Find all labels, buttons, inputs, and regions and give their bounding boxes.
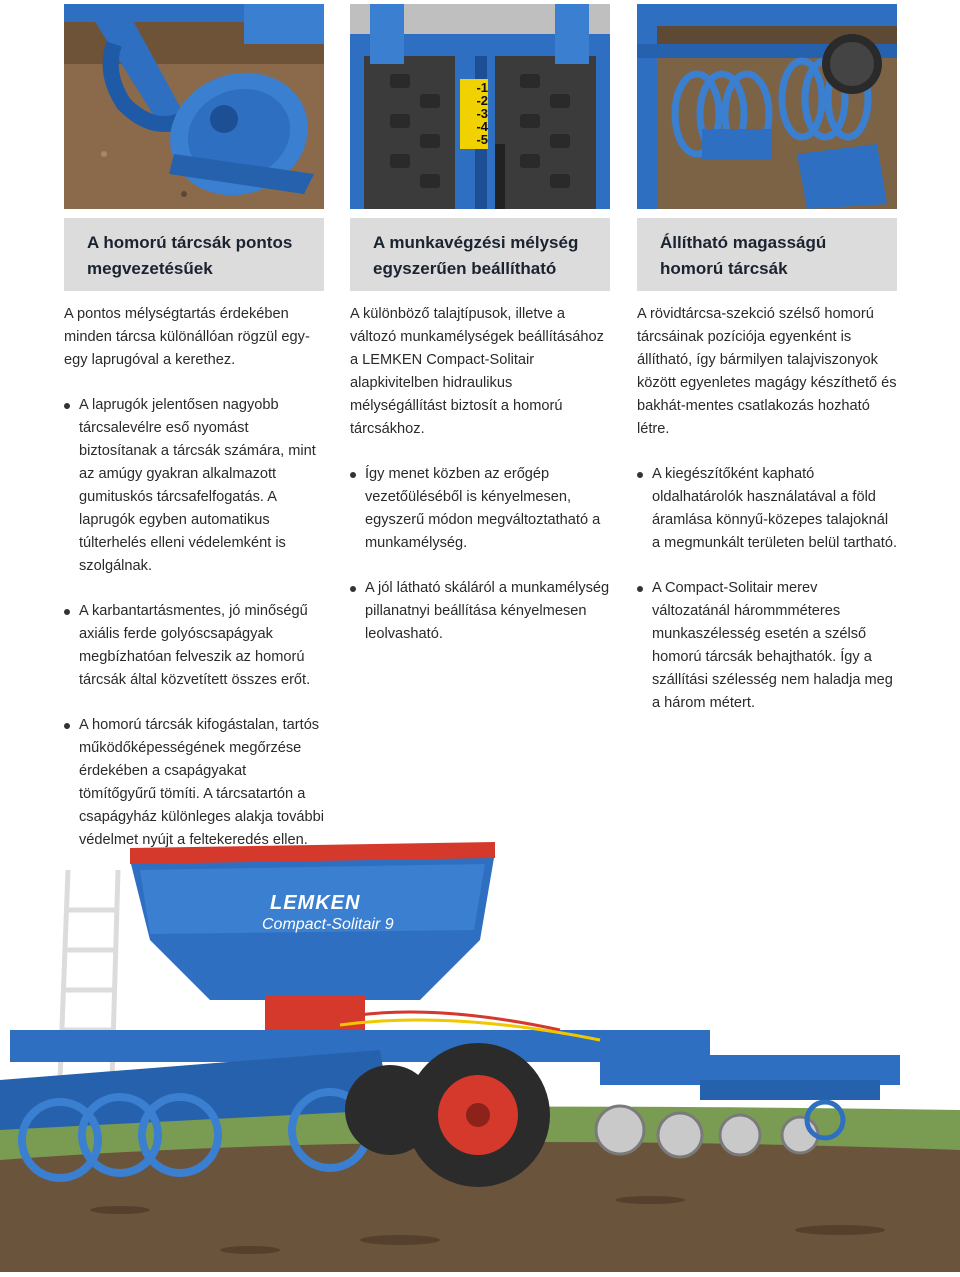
- bullet-list: [350, 463, 612, 646]
- intro-paragraph: A pontos mélységtartás érdekében minden tárcsa különállóan rögzül egy-egy laprugóval a kerethez.: [64, 306, 310, 368]
- photo-edge-discs: [637, 4, 897, 209]
- list-item: A jól látható skáláról a munkamélység pillanatnyi beállítása kényelmesen leolvasható.: [350, 577, 612, 646]
- list-item: A karbantartásmentes, jó minőségű axiális ferde golyóscsapágyak megbízhatóan felveszik az homorú tárcsák által közvetített összes erőt.: [64, 600, 326, 692]
- heading-box: [637, 218, 897, 291]
- column-heading: Állítható magasságú homorú tárcsák: [660, 233, 827, 278]
- brand-logo: LEMKEN: [270, 892, 361, 914]
- column-heading: A munkavégzési mélység egyszerűen beállítható: [373, 233, 579, 278]
- scale-label: -3: [476, 106, 488, 121]
- list-item: A kiegészítőként kapható oldalhatárolók használatával a föld áramlása könnyű-közepes talajoknál a megmunkált területen belül tartható.: [637, 463, 899, 555]
- photo-disc-leaf-spring: [64, 4, 324, 209]
- column-heading: A homorú tárcsák pontos megvezetésűek: [87, 233, 293, 278]
- list-item: A homorú tárcsák kifogástalan, tartós működőképességének megőrzése érdekében a csapágyakat tömítőgyűrű tömíti. A tárcsatartón a csapágyház különleges alakja további védelmet nyújt a feltekeredés ellen.: [64, 714, 326, 852]
- heading-box: [64, 218, 324, 291]
- scale-label: -5: [476, 132, 488, 147]
- photo-depth-scale: [350, 4, 610, 209]
- heading-box: [350, 218, 610, 291]
- machine-illustration: [0, 830, 960, 1272]
- scale-label: -2: [476, 93, 488, 108]
- bullet-list: [64, 394, 326, 852]
- intro-paragraph: A különböző talajtípusok, illetve a változó munkamélységek beállításához a LEMKEN Compact-Solitair alapkivitelben hidraulikus mélységállítást biztosít a homorú tárcsákhoz.: [350, 306, 604, 437]
- column-body: [637, 303, 899, 737]
- column-body: [64, 303, 326, 874]
- intro-paragraph: A rövidtárcsa-szekció szélső homorú tárcsáinak pozíciója egyenként is állítható, így bármilyen talajviszonyok között egyenletes magágy készíthető és bakhát-mentes csatlakozás hozható létre.: [637, 306, 897, 437]
- scale-label: -1: [476, 80, 488, 95]
- list-item: Így menet közben az erőgép vezetőüléséből is kényelmesen, egyszerű módon megváltoztatható a munkamélység.: [350, 463, 612, 555]
- bullet-list: [637, 463, 899, 715]
- model-label: Compact-Solitair 9: [262, 916, 394, 933]
- list-item: A Compact-Solitair merev változatánál hárommméteres munkaszélesség esetén a szélső homorú tárcsák behajthatók. Így a szállítási szélesség nem haladja meg a három métert.: [637, 577, 899, 715]
- column-body: [350, 303, 612, 668]
- list-item: A laprugók jelentősen nagyobb tárcsalevélre eső nyomást biztosítanak a tárcsák számára, mint az amúgy gyakran alkalmazott gumituskós tárcsafelfogatás. A laprugók egyben automatikus túlterhelés elleni védelemként is szolgálnak.: [64, 394, 326, 578]
- scale-label: -4: [476, 119, 488, 134]
- depth-scale: [462, 81, 488, 146]
